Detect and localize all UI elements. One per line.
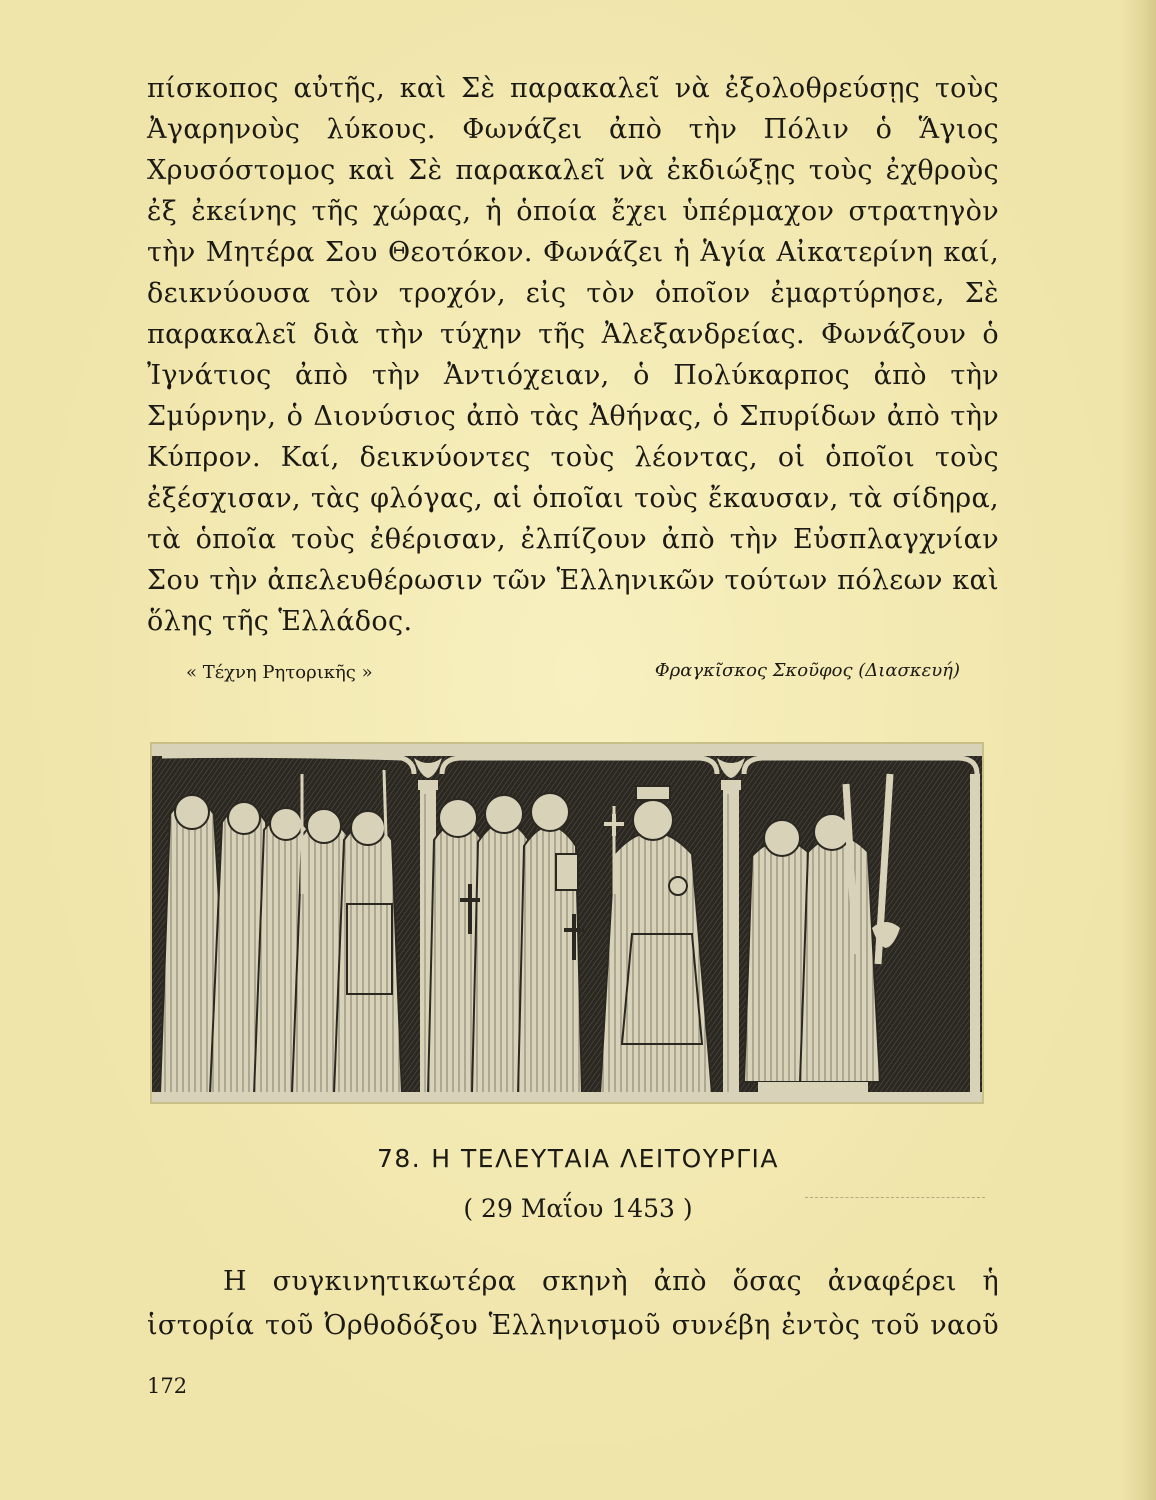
chapter-opening-text: Η συγκινητικωτέρα σκηνὴ ἀπὸ ὅσας ἀναφέρει ἡ ἱστορία τοῦ Ὀρθοδόξου Ἑλληνισμοῦ συνέβη ἐντὸς τοῦ ναοῦ xyxy=(147,1266,999,1341)
bottom-border xyxy=(152,1092,982,1102)
procession-engraving xyxy=(152,744,982,1102)
column-edge xyxy=(970,774,980,1100)
soldiers-group xyxy=(160,770,402,1094)
chapter-heading xyxy=(0,1142,1156,1176)
chapter-date: ( 29 Μαΐου 1453 ) xyxy=(463,1194,693,1223)
source-title: « Τέχνη Ρητορικῆς » xyxy=(186,662,373,683)
body-paragraph: πίσκοπος αὐτῆς, καὶ Σὲ παρακαλεῖ νὰ ἐξολοθρεύσῃς τοὺς Ἀγαρηνοὺς λύκους. Φωνάζει ἀπὸ τὴν Πόλιν ὁ Ἅγιος Χρυσόστομος καὶ Σὲ παρακαλεῖ νὰ ἐκδιώξῃς τοὺς ἐχθροὺς ἐξ ἐκείνης τῆς χώρας, ἡ ὁποία ἔχει ὑπέρμαχον στρατηγὸν τὴν Μητέρα Σου Θεοτόκον. Φωνάζει ἡ Ἁγία Αἰκατερίνη καί, δεικνύουσα τὸν τροχόν, εἰς τὸν ὁποῖον ἐμαρτύρησε, Σὲ παρακαλεῖ διὰ τὴν τύχην τῆς Ἀλεξανδρείας. Φωνάζουν ὁ Ἰγνάτιος ἀπὸ τὴν Ἀντιόχειαν, ὁ Πολύκαρπος ἀπὸ τὴν Σμύρνην, ὁ Διονύσιος ἀπὸ τὰς Ἀθήνας, ὁ Σπυρίδων ἀπὸ τὴν Κύπρον. Καί, δεικνύοντες τοὺς λέοντας, οἱ ὁποῖοι τοὺς ἐξέσχισαν, τὰς φλόγας, αἱ ὁποῖαι τοὺς ἔκαυσαν, τὰ σίδηρα, τὰ ὁποῖα τοὺς ἐθέρισαν, ἐλπίζουν ἀπὸ τὴν Εὐσπλαγχνίαν Σου τὴν ἀπελευθέρωσιν τῶν Ἑλληνικῶν τούτων πόλεων καὶ ὅλης τῆς Ἑλλάδος. xyxy=(147,73,999,637)
bishops-group xyxy=(428,793,584,1094)
page-number: 172 xyxy=(147,1374,188,1398)
chapter-opening-paragraph xyxy=(147,1260,999,1348)
chapter-title: Η ΤΕΛΕΥΤΑΙΑ ΛΕΙΤΟΥΡΓΙΑ xyxy=(431,1144,779,1173)
page-edge-shadow xyxy=(1122,0,1156,1500)
engraving-svg xyxy=(152,744,982,1102)
source-author: Φραγκῖσκος Σκοῦφος (Διασκευή) xyxy=(654,660,960,681)
chapter-number: 78. xyxy=(376,1144,422,1173)
